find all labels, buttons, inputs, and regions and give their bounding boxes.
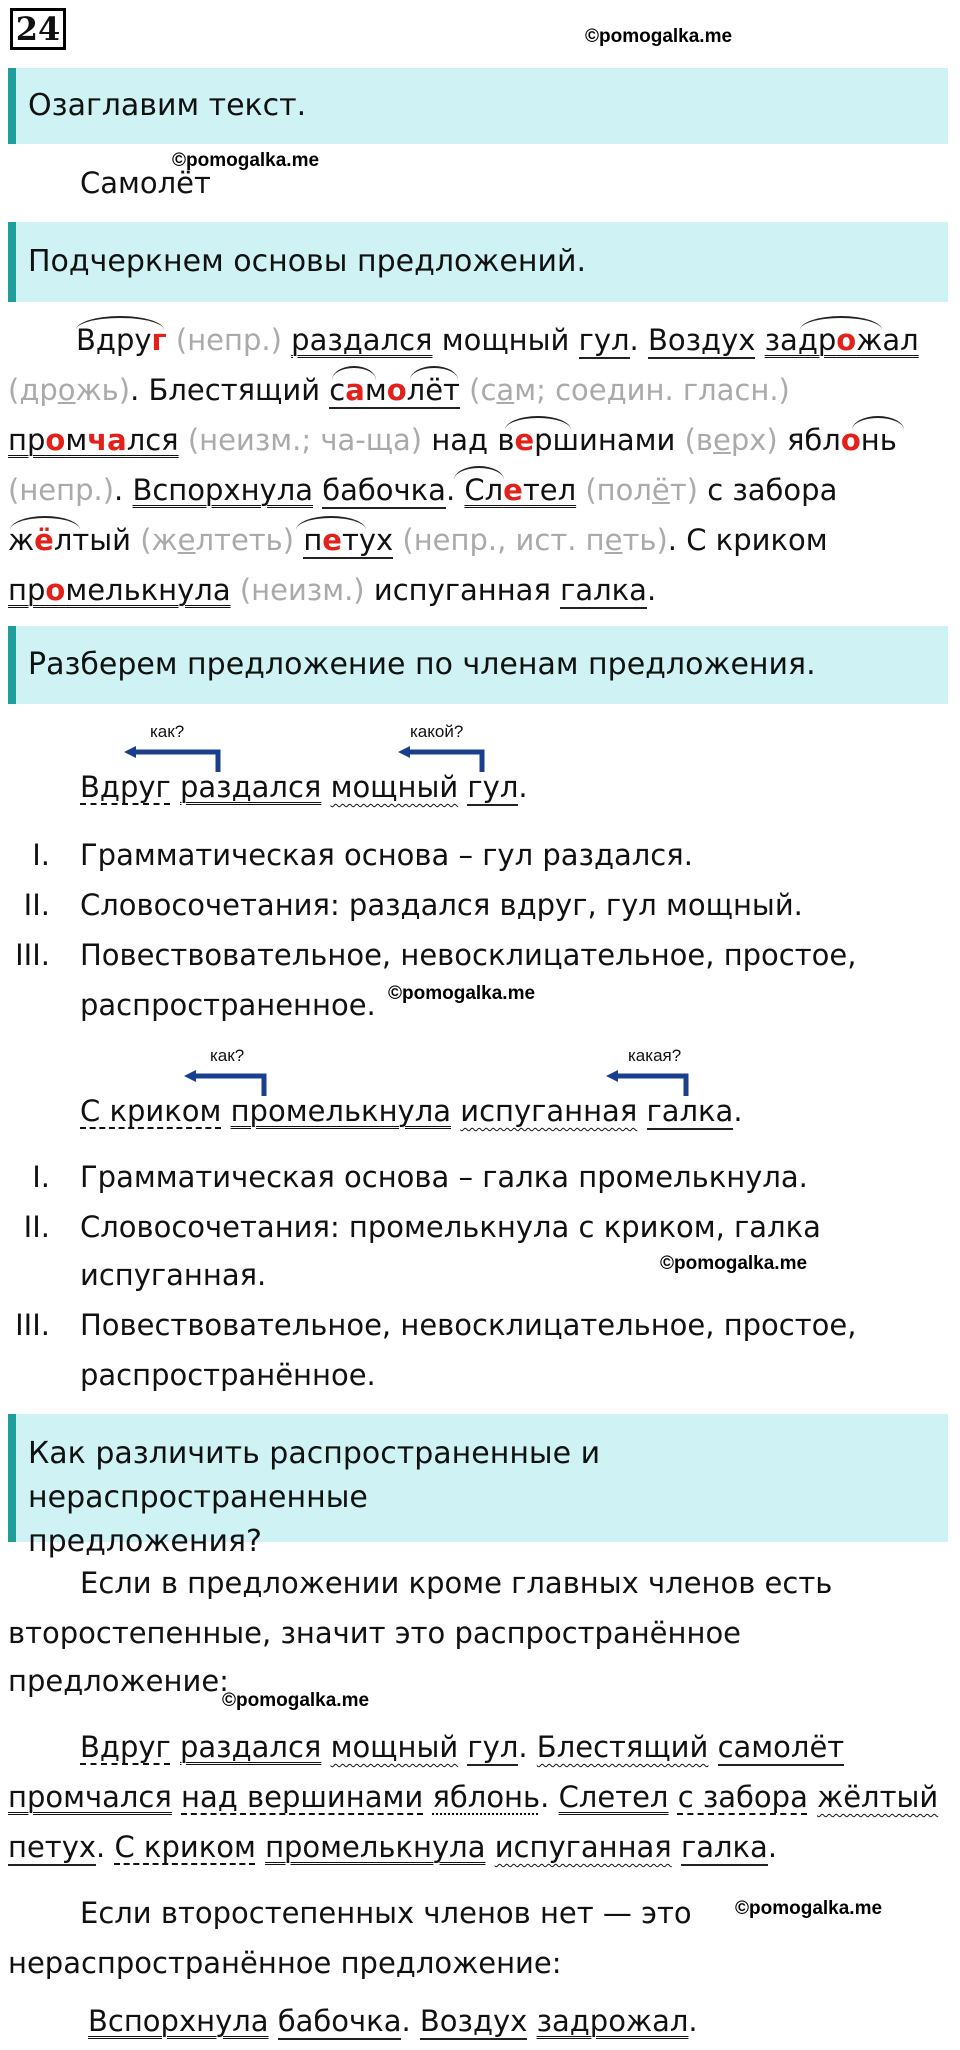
predicate: раздался	[179, 1730, 322, 1764]
note: (непр., ист. п	[393, 523, 605, 557]
example-2	[88, 1996, 698, 2046]
note: е	[177, 523, 196, 557]
word: пр	[8, 423, 46, 457]
note: лтеть)	[195, 523, 304, 557]
annotated-paragraph	[8, 315, 948, 615]
word: ябл	[786, 423, 841, 457]
note: жь)	[75, 373, 131, 407]
subject: галка	[560, 573, 647, 607]
list-item: испуганная.	[80, 1258, 267, 1292]
adverbial: С криком	[80, 1094, 222, 1128]
word: п	[303, 523, 323, 557]
list-number: I.	[32, 1160, 50, 1194]
subject: самолёт	[717, 1730, 845, 1764]
list-number: II.	[23, 1210, 50, 1244]
punct: .	[401, 2004, 420, 2038]
predicate: Вспорхнула	[132, 473, 314, 507]
question-label: какая?	[628, 1046, 682, 1065]
letter: е	[503, 473, 523, 507]
note: (непр.)	[166, 323, 292, 357]
attribute: испуганная	[460, 1094, 638, 1128]
word: испуганная	[373, 573, 561, 607]
watermark: ©pomogalka.me	[172, 150, 320, 171]
punct: .	[540, 1780, 559, 1814]
list-item: Повествовательное, невосклицательное, простое,	[80, 1308, 857, 1342]
letter: о	[386, 373, 407, 407]
word: Вдру	[76, 323, 152, 357]
subject: гул	[467, 1730, 519, 1764]
note: (в	[675, 423, 713, 457]
list-item: Грамматическая основа – гул раздался.	[80, 838, 693, 872]
letter: о	[45, 423, 66, 457]
letter: е	[514, 423, 535, 457]
note: о	[57, 373, 76, 407]
word: над	[431, 423, 498, 457]
example-1	[8, 1722, 958, 1872]
note: рх)	[730, 423, 787, 457]
word: жал	[856, 323, 919, 357]
word: лтый	[53, 523, 131, 557]
watermark: ©pomogalka.me	[585, 26, 733, 47]
watermark: ©pomogalka.me	[735, 1898, 883, 1919]
task-parse-text: Разберем предложение по членам предложения.	[28, 647, 816, 682]
watermark: ©pomogalka.me	[660, 1253, 808, 1274]
punct: .	[114, 473, 133, 507]
note: т)	[669, 473, 708, 507]
attribute: жёлтый	[817, 1780, 939, 1814]
subject: бабочка	[322, 473, 446, 507]
task-band-parse	[8, 626, 948, 704]
adverbial: с забора	[677, 1780, 808, 1814]
question-line-2: предложения?	[28, 1524, 262, 1559]
explain-line: Если в предложении кроме главных членов есть	[80, 1566, 833, 1600]
task-underline-text: Подчеркнем основы предложений.	[28, 244, 586, 279]
letter: о	[45, 573, 66, 607]
question-label: как?	[210, 1046, 245, 1065]
explain-line: нераспространённое предложение:	[8, 1946, 562, 1980]
adverbial: над вершинами	[181, 1780, 424, 1814]
note: (непр.)	[8, 473, 115, 507]
attribute: мощный	[330, 770, 459, 804]
letter: ч	[87, 423, 108, 457]
punct: .	[518, 770, 528, 804]
predicate: Слетел	[558, 1780, 669, 1814]
note: м; соедин. гласн.)	[514, 373, 790, 407]
explain-line: предложение:	[8, 1664, 229, 1698]
list-item: распространённое.	[80, 1358, 376, 1392]
letter: г	[151, 323, 167, 357]
punct: .	[767, 1830, 778, 1864]
note: ть)	[622, 523, 668, 557]
task-title-text: Озаглавим текст.	[28, 88, 307, 123]
explain-line: второстепенные, значит это распространённое	[8, 1616, 742, 1650]
watermark: ©pomogalka.me	[222, 1690, 370, 1711]
watermark: ©pomogalka.me	[388, 983, 536, 1004]
note: (др	[8, 373, 58, 407]
title-answer: Самолёт	[80, 166, 211, 200]
adverbial: Вдруг	[80, 1730, 171, 1764]
note: е	[712, 423, 731, 457]
word: лёт	[406, 373, 460, 407]
word: тел	[522, 473, 577, 507]
word: лся	[126, 423, 179, 457]
subject: Воздух	[647, 323, 756, 357]
list-item: Грамматическая основа – галка промелькнула.	[80, 1160, 808, 1194]
letter: а	[107, 423, 127, 457]
list-item: Повествовательное, невосклицательное, простое,	[80, 938, 857, 972]
list-number: II.	[23, 888, 50, 922]
word: с	[329, 373, 346, 407]
explain-line: Если второстепенных членов нет — это	[80, 1896, 692, 1930]
predicate: раздался	[179, 770, 322, 804]
example-line	[8, 1772, 958, 1822]
list-item: Словосочетания: промелькнула с криком, галка	[80, 1210, 821, 1244]
punct: .	[518, 1730, 537, 1764]
attribute: испуганная	[494, 1830, 672, 1864]
parse2-sentence	[80, 1086, 743, 1136]
predicate: задрожал	[536, 2004, 689, 2038]
word: пр	[8, 573, 46, 607]
list-number: III.	[15, 938, 50, 972]
letter: ё	[34, 523, 54, 557]
punct: .	[445, 473, 465, 507]
word: . С криком	[667, 523, 828, 557]
predicate: промелькнула	[230, 1094, 451, 1128]
note: а	[496, 373, 515, 407]
note: е	[604, 523, 623, 557]
subject: гул	[467, 770, 519, 804]
punct: .	[646, 573, 657, 607]
word: задр	[764, 323, 837, 357]
punct: .	[688, 2004, 698, 2038]
letter: а	[345, 373, 365, 407]
list-number: III.	[15, 1308, 50, 1342]
subject: петух	[8, 1830, 97, 1864]
word: в	[497, 423, 515, 457]
question-label: как?	[150, 722, 185, 741]
word: ж	[8, 523, 35, 557]
note: (с	[459, 373, 497, 407]
task-band-question	[8, 1414, 948, 1559]
line-5	[8, 515, 948, 565]
list-item: распространенное.	[80, 988, 376, 1022]
subject: бабочка	[277, 2004, 402, 2038]
attribute: мощный	[330, 1730, 459, 1764]
note: (пол	[576, 473, 652, 507]
line-6	[8, 565, 948, 615]
space	[755, 323, 764, 357]
task-band-underline	[8, 222, 948, 302]
example-line	[8, 1822, 958, 1872]
subject: галка	[680, 1830, 768, 1864]
adverbial: Вдруг	[80, 770, 171, 804]
question-label: какой?	[410, 722, 464, 741]
word: . Блестящий	[130, 373, 330, 407]
subject: галка	[646, 1094, 734, 1128]
question-line-1: Как различить распространенные и нераспространенные	[28, 1436, 601, 1515]
note: (неизм.)	[230, 573, 374, 607]
task-band-title	[8, 68, 948, 144]
word: тух	[341, 523, 394, 557]
letter: о	[836, 323, 857, 357]
attribute: Блестящий	[536, 1730, 709, 1764]
predicate: промчался	[8, 1780, 172, 1814]
word: Сл	[464, 473, 504, 507]
letter: о	[840, 423, 861, 457]
adverbial: С криком	[114, 1830, 256, 1864]
example-line	[8, 1722, 958, 1772]
note: ё	[651, 473, 670, 507]
note: (ж	[131, 523, 178, 557]
list-number: I.	[32, 838, 50, 872]
word: мощный	[432, 323, 579, 357]
punct: .	[96, 1830, 115, 1864]
word: с забора	[707, 473, 838, 507]
word: м	[65, 423, 88, 457]
word: мелькнула	[65, 573, 231, 607]
note: (неизм.; ча-ща)	[178, 423, 432, 457]
subject: гул	[578, 323, 630, 357]
punct: .	[733, 1094, 743, 1128]
letter: е	[322, 523, 342, 557]
list-item: Словосочетания: раздался вдруг, гул мощный.	[80, 888, 803, 922]
space	[313, 473, 322, 507]
parse1-sentence	[80, 762, 528, 812]
subject: Воздух	[419, 2004, 528, 2038]
exercise-number: 24	[10, 8, 66, 50]
word: м	[364, 373, 387, 407]
line-2	[8, 365, 948, 415]
predicate: раздался	[291, 323, 433, 357]
punct: .	[629, 323, 648, 357]
predicate: Вспорхнула	[88, 2004, 269, 2038]
word: ршинами	[534, 423, 676, 457]
predicate: промелькнула	[265, 1830, 486, 1864]
object: яблонь	[432, 1780, 541, 1814]
word: нь	[860, 423, 897, 457]
line-3	[8, 415, 948, 465]
